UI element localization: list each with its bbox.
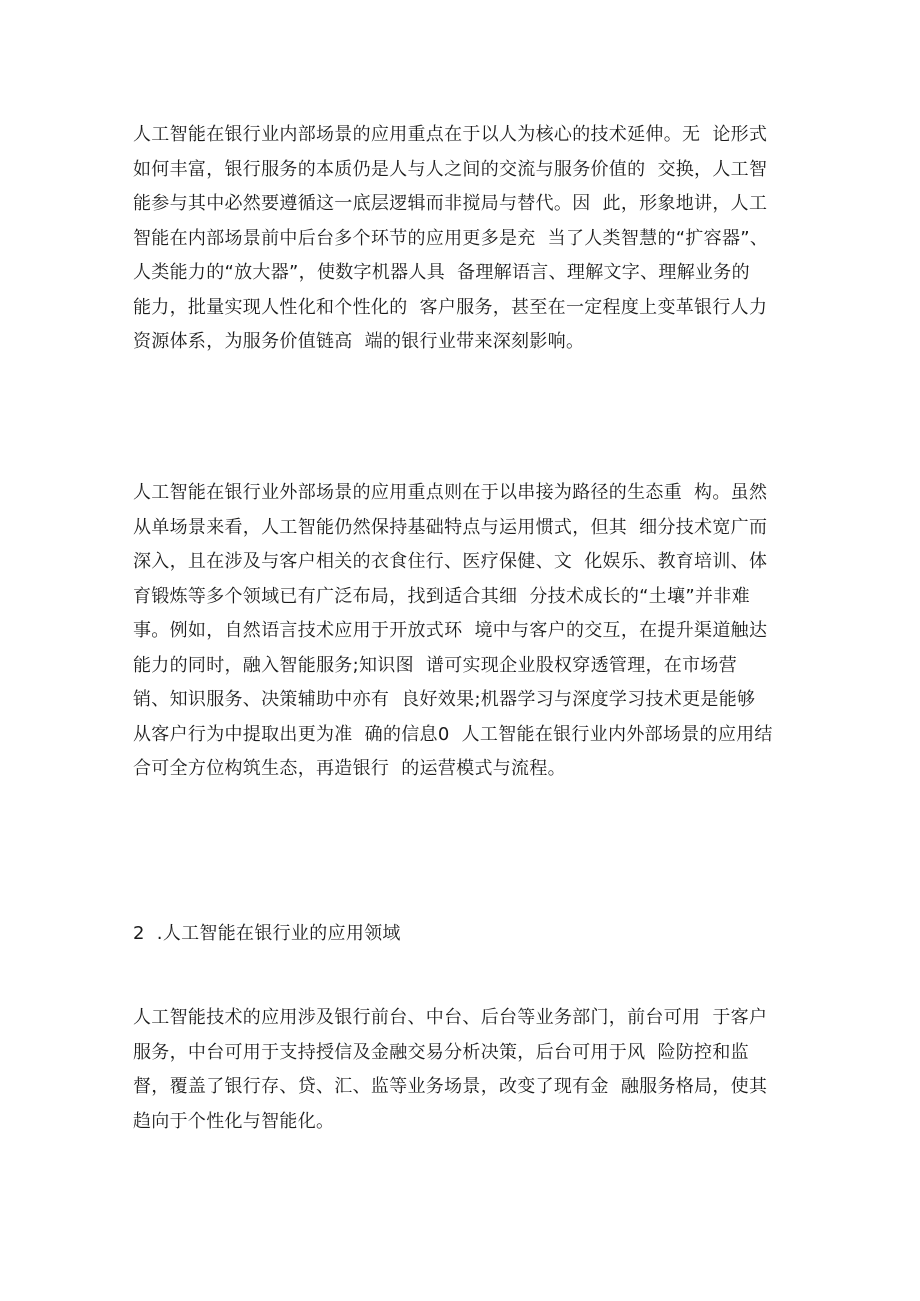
text-line: 从单场景来看，人工智能仍然保持基础特点与运用惯式，但其 细分技术宽广而 <box>133 516 768 538</box>
text-line: 人类能力的“放大器”，使数字机器人具 备理解语言、理解文字、理解业务的 <box>133 262 750 283</box>
text-line: 事。例如，自然语言技术应用于开放式环 境中与客户的交互，在提升渠道触达 <box>133 620 768 641</box>
text-line: 如何丰富，银行服务的本质仍是人与人之间的交流与服务价值的 交换，人工智 <box>133 158 768 180</box>
text-line: 资源体系，为服务价值链高 端的银行业带来深刻影响。 <box>133 331 585 352</box>
text-line: 育锻炼等多个领域已有广泛布局，找到适合其细 分技术成长的“土壤”并非难 <box>133 585 750 607</box>
text-line: 人工智能在银行业外部场景的应用重点则在于以串接为路径的生态重 构。虽然 <box>133 482 768 503</box>
heading-text: 2 .人工智能在银行业的应用领域 <box>133 923 401 944</box>
text-line: 趋向于个性化与智能化。 <box>133 1110 335 1132</box>
paragraph-internal-scenarios <box>133 118 893 360</box>
text-line: 能力，批量实现人性化和个性化的 客户服务，甚至在一定程度上变革银行人力 <box>133 296 768 318</box>
text-line: 智能在内部场景前中后台多个环节的应用更多是充 当了人类智慧的“扩容器”、 <box>133 227 769 249</box>
text-line: 人工智能技术的应用涉及银行前台、中台、后台等业务部门，前台可用 于客户 <box>133 1007 768 1028</box>
text-line: 能力的同时，融入智能服务;知识图 谱可实现企业股权穿透管理，在市场营 <box>133 654 738 676</box>
text-line: 深入，且在涉及与客户相关的衣食住行、医疗保健、文 化娱乐、教育培训、体 <box>133 551 768 572</box>
text-line: 合可全方位构筑生态，再造银行 的运营模式与流程。 <box>133 758 566 779</box>
text-line: 督，覆盖了银行存、贷、汇、监等业务场景，改变了现有金 融服务格局，使其 <box>133 1076 768 1097</box>
text-line: 从客户行为中提取出更为准 确的信息0 人工智能在银行业内外部场景的应用结 <box>133 723 773 745</box>
text-line: 能参与其中必然要遵循这一底层逻辑而非搅局与替代。因 此，形象地讲，人工 <box>133 193 768 214</box>
text-line: 服务，中台可用于支持授信及金融交易分析决策，后台可用于风 险防控和监 <box>133 1041 749 1063</box>
text-line: 人工智能在银行业内部场景的应用重点在于以人为核心的技术延伸。无 论形式 <box>133 124 768 145</box>
section-heading <box>133 917 893 952</box>
text-line: 销、知识服务、决策辅助中亦有 良好效果;机器学习与深度学习技术更是能够 <box>133 689 756 710</box>
paragraph-external-scenarios <box>133 476 893 787</box>
paragraph-application-areas <box>133 1001 893 1139</box>
